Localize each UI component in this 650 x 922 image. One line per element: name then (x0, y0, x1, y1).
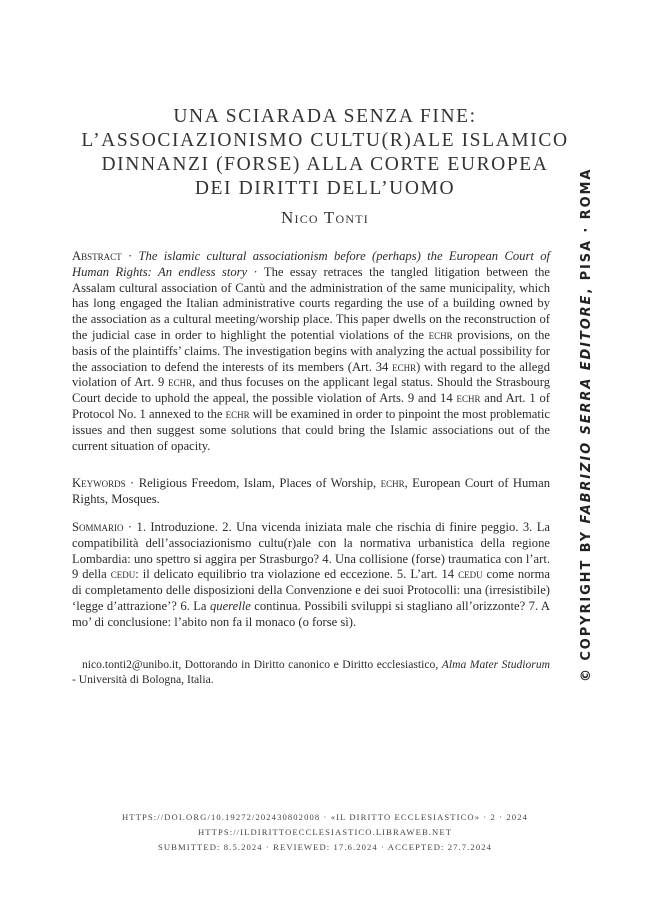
cedu-abbrev: cedu (458, 567, 483, 582)
cedu-abbrev: cedu (110, 567, 136, 582)
echr-abbrev: echr (380, 476, 405, 490)
page-footer (60, 810, 590, 855)
echr-abbrev: echr (456, 391, 481, 406)
summary-label: Sommario (72, 520, 124, 534)
echr-abbrev: echr (392, 359, 417, 374)
abstract-text: , and thus focuses on the applicant legal status. Should the Strasbourg Court decide to uphold the appeal, the possible violation of Arts. 9 and 14 (72, 375, 550, 406)
abstract-english-title: The islamic cultural associationism before (perhaps) the European Court of Human Rights: An endless story (72, 249, 550, 279)
summary (72, 520, 550, 631)
keywords-text: , European Court of Human Rights, Mosques. (72, 476, 550, 506)
abstract-text: and Art. 1 of Protocol No. 1 annexed to the (72, 391, 550, 421)
affiliation-italic: Alma Mater Studiorum (441, 658, 550, 671)
title-line: UNA SCIARADA SENZA FINE: (173, 106, 477, 127)
copyright-suffix: , PISA · ROMA (579, 167, 594, 294)
footer-dates: SUBMITTED: 8.5.2024 · REVIEWED: 17.6.2024 · ACCEPTED: 27.7.2024 (157, 842, 493, 852)
article-title (60, 105, 590, 201)
copyright-publisher: FABRIZIO SERRA EDITORE (579, 293, 594, 524)
affiliation-text: - Università di Bologna, Italia. (72, 673, 214, 687)
footer-url: HTTPS://ILDIRITTOECCLESIASTICO.LIBRAWEB.NET (197, 827, 453, 837)
separator: · (247, 264, 264, 279)
echr-abbrev: echr (168, 375, 193, 390)
separator: · (123, 520, 137, 534)
echr-abbrev: echr (428, 327, 453, 342)
title-line: DINNANZI (FORSE) ALLA CORTE EUROPEA (101, 154, 549, 175)
title-line: L’ASSOCIAZIONISMO CULTU(R)ALE ISLAMICO (81, 130, 569, 151)
summary-text: continua. Possibili sviluppi si stagliano all’orizzonte? 7. A mo’ di conclusione: l’abito non fa il monaco (o forse sì). (72, 598, 550, 629)
summary-text: : il delicato equilibrio tra violazione ed eccezione. 5. L’art. 14 (135, 567, 459, 582)
affiliation-text: nico.tonti2@unibo.it, Dottorando in Diritto canonico e Diritto ecclesiastico, (82, 658, 442, 671)
summary-text: 1. Introduzione. 2. Una vicenda iniziata male che rischia di finire peggio. 3. La compatibilità dell’associazionismo cultu(r)ale con la normativa urbanistica della regione Lombardia: uno spettro si aggira per Strasburgo? 4. Una collisione (forse) traumatica con l’art. 9 della (72, 520, 550, 582)
keywords-label: Keywords (72, 476, 126, 490)
abstract-text: provisions, on the basis of the plaintiffs’ claims. The investigation begins with analyzing the actual possibility for the association to defend the interests of its members (Art. 34 (72, 327, 550, 374)
abstract-label: Abstract (72, 249, 122, 263)
copyright-notice (579, 168, 594, 682)
copyright-prefix: © COPYRIGHT BY (579, 523, 594, 682)
keywords-text: Religious Freedom, Islam, Places of Worship, (138, 476, 381, 490)
abstract-text: will be examined in order to pinpoint the most problematic issues and then suggest some solutions that could bring the Islamic associations out of the current situation of opacity. (72, 406, 550, 453)
keywords (72, 476, 550, 508)
separator: · (121, 249, 139, 263)
abstract-text: ) with regard to the allegd violation of Art. 9 (72, 359, 550, 390)
title-line: DEI DIRITTI DELL’UOMO (194, 178, 456, 199)
abstract-text: The essay retraces the tangled litigation between the Assalam cultural association of Cantù and the administration of the same municipality, which has long engaged the Italian administrative courts regarding the use of a building owned by the association as a cultural meeting/worship place. This paper dwells on the reconstruction of the judicial case in order to highlight the potential violations of the (72, 264, 550, 342)
abstract (72, 249, 550, 454)
echr-abbrev: echr (225, 406, 250, 421)
separator: · (125, 476, 139, 490)
summary-text: come norma di completamento delle disposizioni della Convenzione e dei suoi Protocolli: una (irresistibile) ‘legge d’attrazione’? 6. La (72, 567, 550, 613)
author-name: Nico Tonti (281, 208, 369, 227)
summary-italic: querelle (210, 598, 251, 613)
author-affiliation (72, 657, 550, 687)
footer-doi: HTTPS://DOI.ORG/10.19272/202430802008 · «IL DIRITTO ECCLESIASTICO» · 2 · 2024 (122, 812, 528, 822)
